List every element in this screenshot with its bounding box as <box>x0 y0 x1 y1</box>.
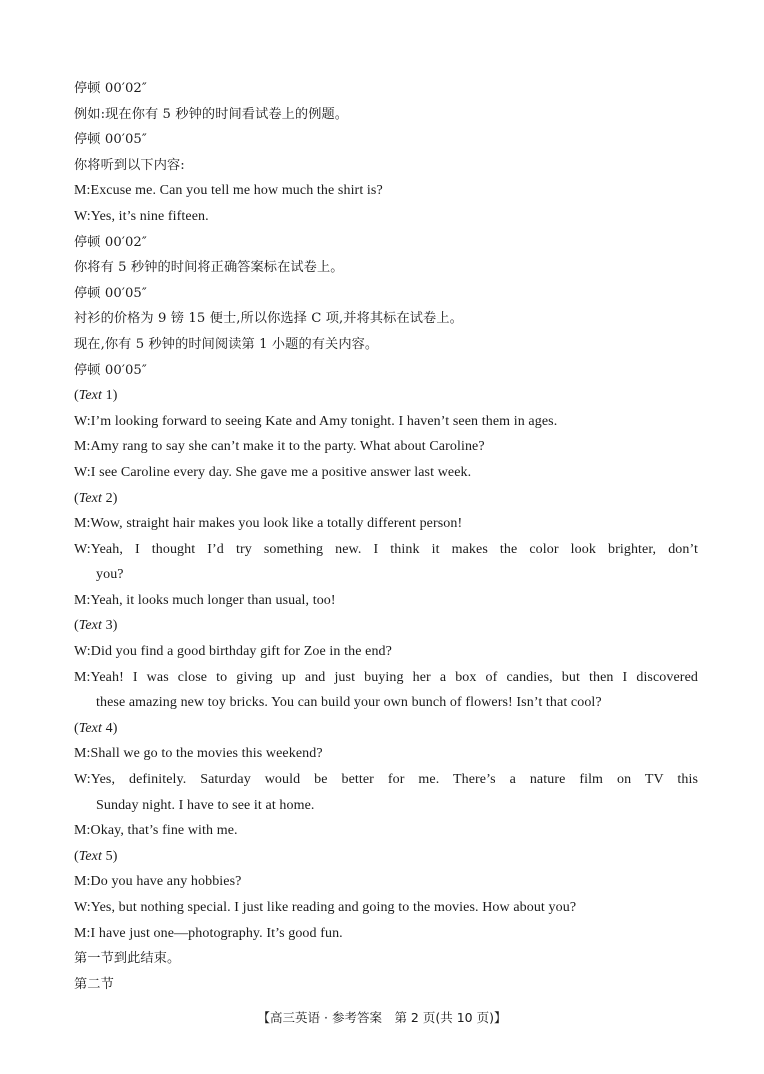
transcript-page <box>74 76 698 997</box>
text-section-label: (Text 1) <box>74 388 118 404</box>
dialogue-line: these amazing new toy bricks. You can build your own bunch of flowers! Isn’t that cool? <box>96 695 602 711</box>
instruction-line: 停顿 00′05″ <box>74 362 147 378</box>
dialogue-line: W:Yes, it’s nine fifteen. <box>74 208 209 224</box>
instruction-line: 你将有 5 秒钟的时间将正确答案标在试卷上。 <box>74 260 344 276</box>
text-section-label: (Text 2) <box>74 490 118 506</box>
instruction-line: 第一节到此结束。 <box>74 951 181 967</box>
text-label-word: Text <box>78 848 102 864</box>
dialogue-line: W:Did you find a good birthday gift for Zoe in the end? <box>74 644 392 660</box>
dialogue-line: Sunday night. I have to see it at home. <box>96 797 315 813</box>
instruction-line: 例如:现在你有 5 秒钟的时间看试卷上的例题。 <box>74 106 349 122</box>
instruction-line: 停顿 00′02″ <box>74 234 147 250</box>
dialogue-line: W:Yes, but nothing special. I just like reading and going to the movies. How about you? <box>74 900 577 915</box>
instruction-line: 你将听到以下内容: <box>74 157 185 173</box>
text-label-word: Text <box>78 720 102 736</box>
text-section-label: (Text 5) <box>74 848 118 864</box>
text-label-number: 2 <box>105 490 113 506</box>
dialogue-line: W:I see Caroline every day. She gave me a positive answer last week. <box>74 464 472 480</box>
dialogue-line: M:Excuse me. Can you tell me how much the shirt is? <box>74 183 383 199</box>
text-label-word: Text <box>78 490 102 506</box>
text-label-number: 1 <box>105 388 113 404</box>
dialogue-line: M:Okay, that’s fine with me. <box>74 823 238 839</box>
text-label-number: 3 <box>105 618 113 634</box>
dialogue-line: W:I’m looking forward to seeing Kate and Amy tonight. I haven’t seen them in ages. <box>74 413 558 429</box>
dialogue-line: you? <box>96 567 124 583</box>
instruction-line: 第二节 <box>74 976 114 992</box>
dialogue-line: M:Shall we go to the movies this weekend? <box>74 746 323 762</box>
text-label-word: Text <box>78 618 102 634</box>
dialogue-line: M:Yeah! I was close to giving up and just buying her a box of candies, but then I discovered <box>74 669 698 685</box>
instruction-line: 停顿 00′02″ <box>74 81 147 96</box>
instruction-line: 现在,你有 5 秒钟的时间阅读第 1 小题的有关内容。 <box>74 336 379 352</box>
page-footer: 【高三英语 · 参考答案 第 2 页(共 10 页)】 <box>257 1010 507 1025</box>
instruction-line: 衬衫的价格为 9 镑 15 便士,所以你选择 C 项,并将其标在试卷上。 <box>74 311 463 327</box>
text-label-word: Text <box>78 388 102 404</box>
dialogue-line: M:Wow, straight hair makes you look like a totally different person! <box>74 516 463 532</box>
dialogue-line: M:Yeah, it looks much longer than usual, too! <box>74 592 336 608</box>
text-section-label: (Text 3) <box>74 618 118 634</box>
text-section-label: (Text 4) <box>74 720 118 736</box>
instruction-line: 停顿 00′05″ <box>74 132 147 148</box>
text-label-number: 4 <box>105 720 113 736</box>
text-label-number: 5 <box>105 848 113 864</box>
dialogue-line: M:I have just one—photography. It’s good fun. <box>74 925 343 941</box>
instruction-line: 停顿 00′05″ <box>74 285 147 301</box>
dialogue-line: M:Do you have any hobbies? <box>74 874 242 890</box>
dialogue-line: M:Amy rang to say she can’t make it to the party. What about Caroline? <box>74 439 485 455</box>
dialogue-line: W:Yes, definitely. Saturday would be better for me. There’s a nature film on TV this <box>74 772 698 788</box>
dialogue-line: W:Yeah, I thought I’d try something new. I think it makes the color look brighter, don’t <box>74 541 698 557</box>
